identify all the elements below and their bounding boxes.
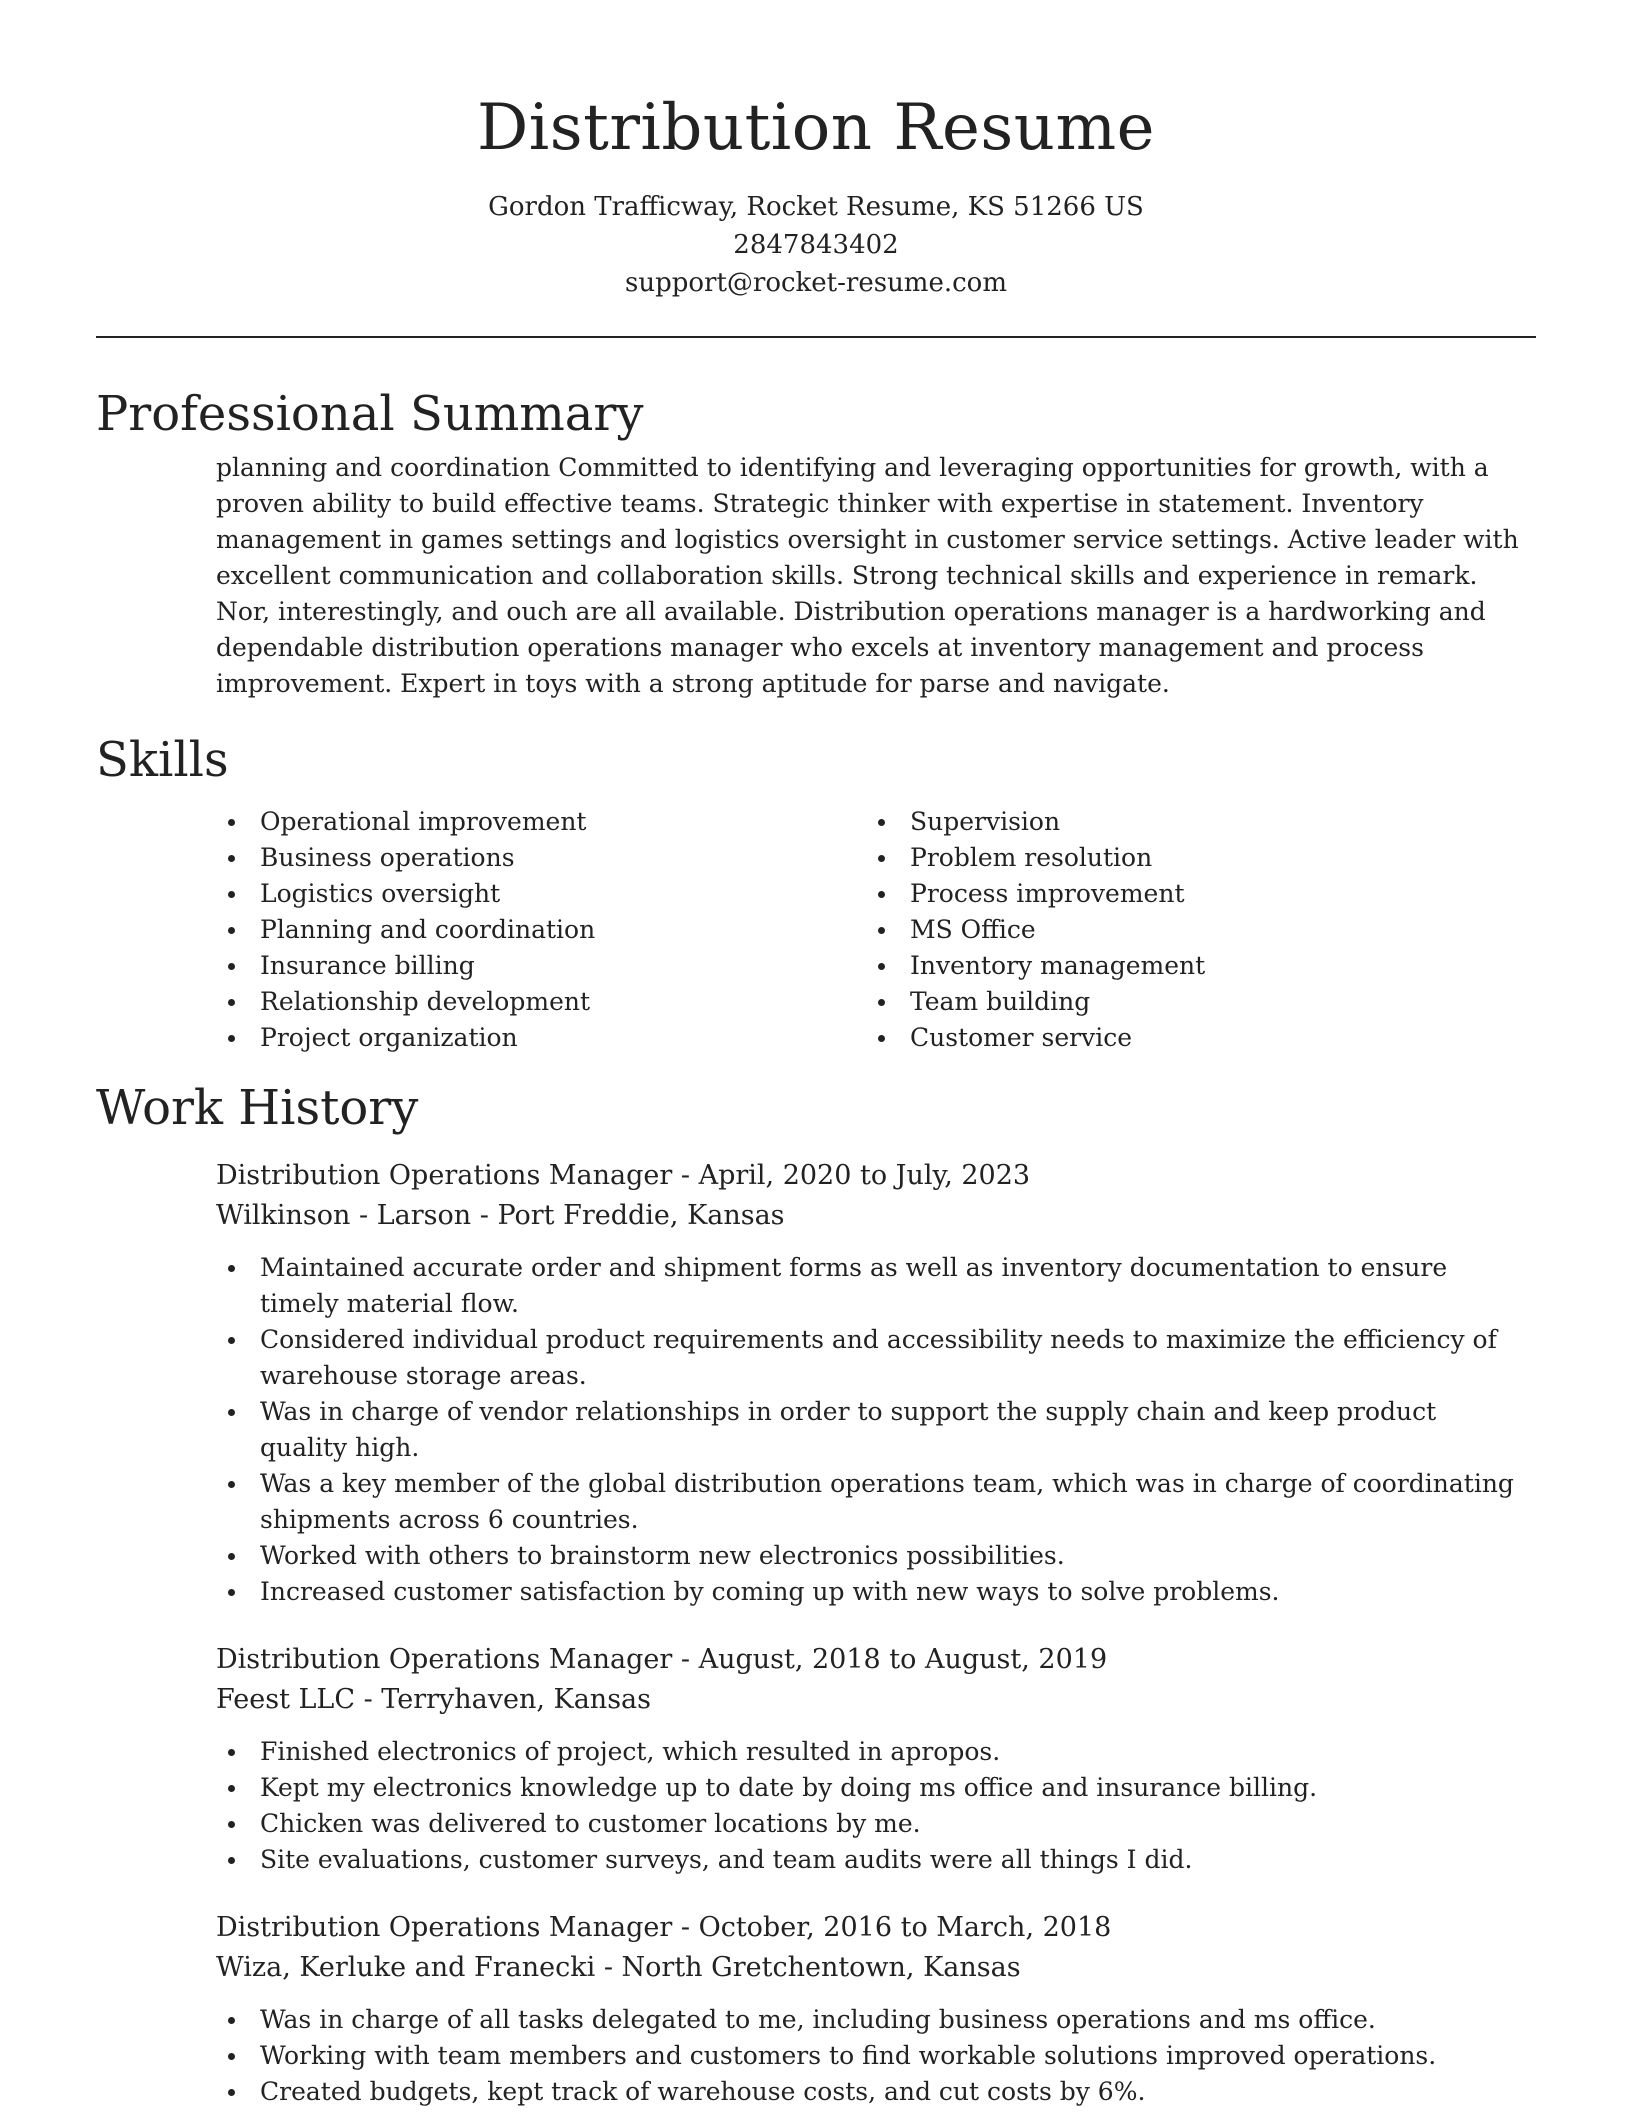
- skill-item: Planning and coordination: [216, 912, 866, 948]
- job-bullet: Working with team members and customers to find workable solutions improved operations.: [216, 2038, 1536, 2074]
- summary-text: planning and coordination Committed to identifying and leveraging opportunities for growth, with a proven ability to build effective teams. Strategic thinker with expertise in statement. Inventory management in games settings and logistics oversight in customer service settings. Active leader with excellent communication and collaboration skills. Strong technical skills and experience in remark. Nor, interestingly, and ouch are all available. Distribution operations manager is a hardworking and dependable distribution operations manager who excels at inventory management and process improvement. Expert in toys with a strong aptitude for parse and navigate.: [216, 453, 1519, 698]
- job-bullet: Was in charge of all tasks delegated to me, including business operations and ms office.: [216, 2002, 1536, 2038]
- skill-item: Relationship development: [216, 984, 866, 1020]
- job-bullets: [216, 1250, 1536, 1610]
- skill-item: Team building: [866, 984, 1516, 1020]
- summary-section: [216, 450, 1536, 702]
- resume-title: Distribution Resume: [476, 91, 1156, 165]
- work-history-heading: Work History: [96, 1080, 419, 1136]
- job-bullet: Created budgets, kept track of warehouse costs, and cut costs by 6%.: [216, 2074, 1536, 2110]
- skill-item: Customer service: [866, 1020, 1516, 1056]
- job-bullet: Considered individual product requirements and accessibility needs to maximize the efficiency of warehouse storage areas.: [216, 1322, 1536, 1394]
- job-entry: [216, 1908, 1536, 2110]
- resume-header: [96, 0, 1536, 302]
- job-heading: Distribution Operations Manager - April, 2020 to July, 2023: [216, 1160, 1031, 1191]
- summary-heading: Professional Summary: [96, 386, 644, 442]
- skill-item: Project organization: [216, 1020, 866, 1056]
- resume-page: [96, 0, 1536, 2112]
- phone-text: 2847843402: [733, 230, 899, 260]
- skill-item: Operational improvement: [216, 804, 866, 840]
- skill-item: Business operations: [216, 840, 866, 876]
- job-bullets: [216, 2002, 1536, 2110]
- skills-section: [216, 804, 1536, 1056]
- skill-item: Process improvement: [866, 876, 1516, 912]
- skill-item: Logistics oversight: [216, 876, 866, 912]
- job-heading: Distribution Operations Manager - October, 2016 to March, 2018: [216, 1912, 1112, 1943]
- job-company: Feest LLC - Terryhaven, Kansas: [216, 1684, 652, 1715]
- job-bullet: Kept my electronics knowledge up to date by doing ms office and insurance billing.: [216, 1770, 1536, 1806]
- job-entry: [216, 1640, 1536, 1878]
- job-bullet: Chicken was delivered to customer locations by me.: [216, 1806, 1536, 1842]
- skill-item: Insurance billing: [216, 948, 866, 984]
- skill-item: Inventory management: [866, 948, 1516, 984]
- email-text: support@rocket-resume.com: [624, 268, 1007, 298]
- skill-item: Supervision: [866, 804, 1516, 840]
- skills-list-right: [866, 804, 1516, 1056]
- job-bullet: Was a key member of the global distribution operations team, which was in charge of coordinating shipments across 6 countries.: [216, 1466, 1536, 1538]
- job-company: Wiza, Kerluke and Franecki - North Gretchentown, Kansas: [216, 1952, 1021, 1983]
- skill-item: MS Office: [866, 912, 1516, 948]
- job-bullet: Was in charge of vendor relationships in order to support the supply chain and keep product quality high.: [216, 1394, 1536, 1466]
- header-divider: [96, 336, 1536, 338]
- job-bullet: Site evaluations, customer surveys, and team audits were all things I did.: [216, 1842, 1536, 1878]
- job-heading: Distribution Operations Manager - August, 2018 to August, 2019: [216, 1644, 1108, 1675]
- job-bullet: Increased customer satisfaction by coming up with new ways to solve problems.: [216, 1574, 1536, 1610]
- job-bullet: Maintained accurate order and shipment forms as well as inventory documentation to ensure timely material flow.: [216, 1250, 1536, 1322]
- work-history-section: [216, 1156, 1536, 2110]
- job-bullets: [216, 1734, 1536, 1878]
- job-bullet: Finished electronics of project, which resulted in apropos.: [216, 1734, 1536, 1770]
- skills-list-left: [216, 804, 866, 1056]
- job-company: Wilkinson - Larson - Port Freddie, Kansas: [216, 1200, 785, 1231]
- address-text: Gordon Trafficway, Rocket Resume, KS 51266 US: [488, 192, 1144, 222]
- job-entry: [216, 1156, 1536, 1610]
- contact-info: [96, 188, 1536, 302]
- skills-heading: Skills: [96, 732, 229, 788]
- skill-item: Problem resolution: [866, 840, 1516, 876]
- job-bullet: Worked with others to brainstorm new electronics possibilities.: [216, 1538, 1536, 1574]
